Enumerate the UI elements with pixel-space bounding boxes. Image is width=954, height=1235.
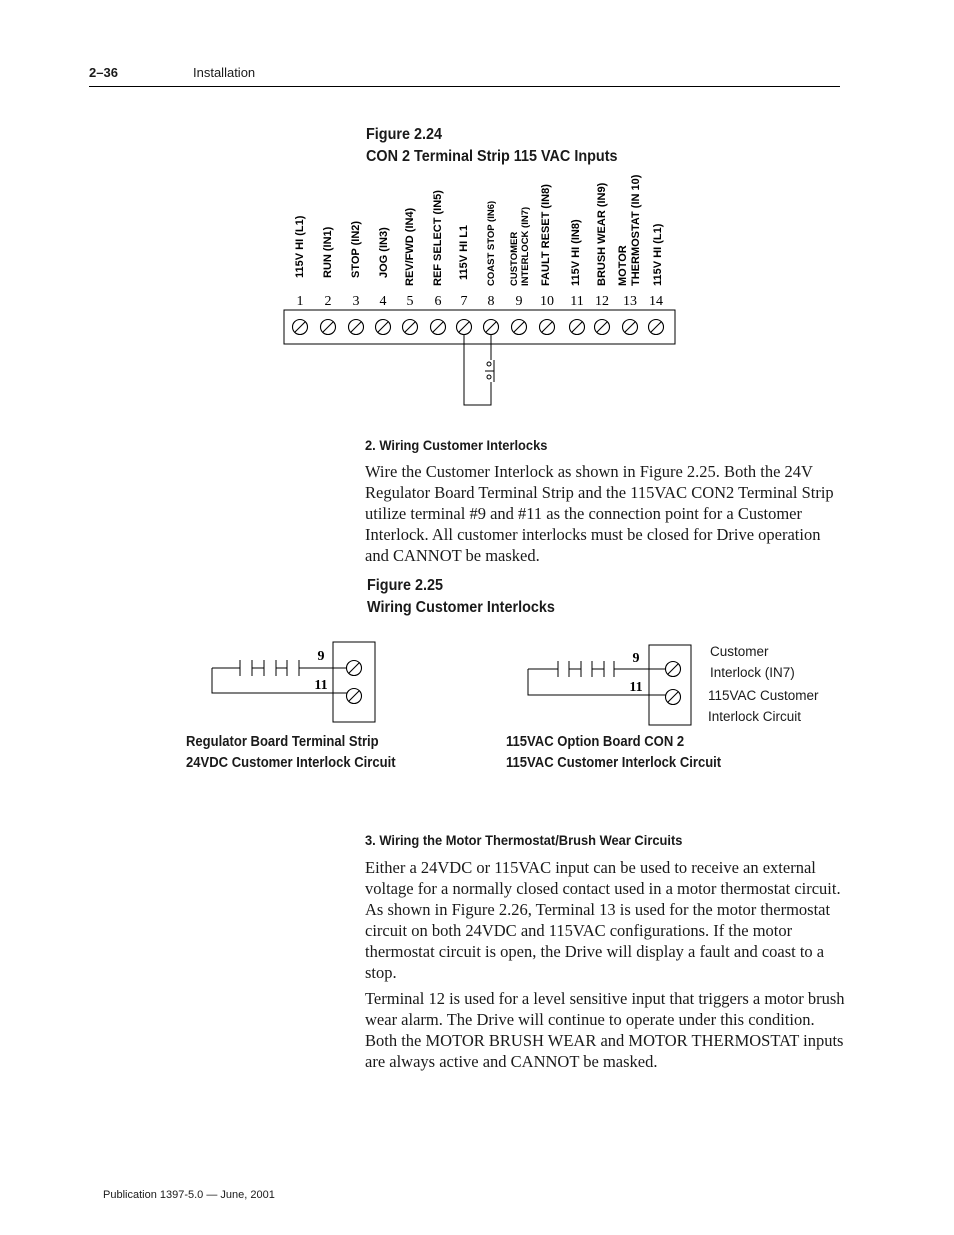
screw-terminal-1 [293, 320, 308, 335]
interlock-circuit-note-line1: 115VAC Customer [708, 688, 819, 703]
regulator-board-caption [186, 732, 396, 774]
terminal-13-label-line2: THERMOSTAT (IN 10) [630, 174, 642, 286]
figure-2-25-caption [367, 575, 555, 619]
terminal-9-label: 9 [632, 651, 640, 666]
section-3-paragraph-1: Either a 24VDC or 115VAC input can be used to receive an external voltage for a normally closed contact used in a motor thermostat circuit. As shown in Figure 2.26, Terminal 13 is used for the motor thermostat circuit on both 24VDC and 115VAC configurations. If the motor thermostat circuit is open, the Drive will display a fault and coast to a stop. [365, 858, 841, 982]
terminal-block [649, 645, 691, 725]
customer-interlock-note-line1: Customer [710, 644, 769, 659]
section-2-paragraph [365, 461, 845, 566]
terminal-numbers [297, 294, 664, 309]
terminal-5-label: REV/FWD (IN4) [404, 207, 416, 286]
terminal-11-label: 11 [629, 680, 643, 695]
terminal-block [333, 642, 375, 722]
screw-terminal-11 [347, 689, 362, 704]
terminal-12-number: 12 [595, 294, 609, 309]
screw-terminal-9 [666, 662, 681, 677]
section-3-heading: 3. Wiring the Motor Thermostat/Brush Wear Circuits [365, 832, 683, 848]
customer-interlock-note-line2: Interlock (IN7) [710, 665, 795, 680]
option-board-caption-line2: 115VAC Customer Interlock Circuit [506, 755, 722, 771]
terminal-1-label: 115V HI (L1) [294, 215, 306, 278]
terminal-7-number: 7 [460, 294, 468, 309]
terminal-4-label: JOG (IN3) [378, 227, 390, 278]
screw-terminal-9 [512, 320, 527, 335]
regulator-board-caption-line1: Regulator Board Terminal Strip [186, 734, 379, 750]
terminal-13-label-line1: MOTOR [617, 245, 629, 286]
section-2-paragraph-text: Wire the Customer Interlock as shown in Figure 2.25. Both the 24V Regulator Board Terminal Strip and the 115VAC CON2 Terminal Strip utilize terminal #9 and #11 as the connection point for a Customer Interlock. All customer interlocks must be closed for Drive operation and CANNOT be masked. [365, 462, 834, 565]
terminal-10-label: FAULT RESET (IN8) [540, 184, 552, 286]
con2-terminal-strip-diagram [270, 160, 690, 412]
terminal-9-label-line2: INTERLOCK (IN7) [520, 206, 531, 286]
figure-2-24-number: Figure 2.24 [366, 126, 443, 143]
figure-2-25-number: Figure 2.25 [367, 577, 444, 594]
figure-2-25-title: Wiring Customer Interlocks [367, 599, 555, 616]
publication-footer: Publication 1397-5.0 — June, 2001 [103, 1189, 275, 1201]
screw-terminal-14 [649, 320, 664, 335]
screw-terminal-11 [666, 690, 681, 705]
screw-terminal-9 [347, 661, 362, 676]
regulator-board-interlock-diagram [200, 636, 385, 726]
screw-terminal-2 [321, 320, 336, 335]
screw-terminal-11 [570, 320, 585, 335]
terminal-6-label: REF SELECT (IN5) [432, 190, 444, 286]
terminal-13-number: 13 [623, 294, 637, 309]
terminal-9-label-line1: CUSTOMER [509, 231, 520, 286]
section-3-body [365, 857, 845, 1072]
terminal-11-number: 11 [570, 294, 584, 309]
terminal-labels [294, 174, 664, 286]
screw-terminal-7 [457, 320, 472, 335]
screw-terminal-10 [540, 320, 555, 335]
terminal-8-number: 8 [487, 294, 495, 309]
terminal-9-number: 9 [515, 294, 523, 309]
regulator-board-caption-line2: 24VDC Customer Interlock Circuit [186, 755, 396, 771]
terminal-1-number: 1 [296, 294, 304, 309]
screw-terminal-13 [623, 320, 638, 335]
page-number: 2–36 [89, 65, 118, 80]
terminal-10-number: 10 [540, 294, 554, 309]
option-board-interlock-diagram [518, 636, 708, 731]
section-3-paragraph-2: Terminal 12 is used for a level sensitive input that triggers a motor brush wear alarm. The Drive will continue to operate under this condition. Both the MOTOR BRUSH WEAR and MOTOR THERMOSTAT inputs are always active and CANNOT be masked. [365, 989, 845, 1071]
header-divider [89, 86, 840, 87]
screw-terminal-6 [431, 320, 446, 335]
screw-terminal-4 [376, 320, 391, 335]
option-board-caption [506, 732, 721, 774]
terminal-14-label: 115V HI (L1) [652, 223, 664, 286]
terminal-14-number: 14 [649, 294, 663, 309]
terminal-4-number: 4 [379, 294, 387, 309]
terminal-11-label: 11 [314, 678, 328, 693]
interlock-circuit-note [708, 685, 819, 727]
terminal-3-label: STOP (IN2) [350, 220, 362, 278]
terminal-2-label: RUN (IN1) [322, 226, 334, 278]
terminal-11-label: 115V HI (IN8) [570, 219, 582, 286]
terminal-5-number: 5 [406, 294, 414, 309]
screw-terminal-5 [403, 320, 418, 335]
terminal-9-label: 9 [317, 649, 325, 664]
coast-stop-wiring [464, 334, 494, 405]
terminal-3-number: 3 [352, 294, 360, 309]
screw-terminal-3 [349, 320, 364, 335]
interlock-circuit-note-line2: Interlock Circuit [708, 709, 802, 724]
section-2-heading: 2. Wiring Customer Interlocks [365, 437, 548, 453]
terminal-12-label: BRUSH WEAR (IN9) [596, 182, 608, 286]
terminal-7-label: 115V HI L1 [458, 224, 470, 280]
figure-2-24-title: CON 2 Terminal Strip 115 VAC Inputs [366, 148, 618, 165]
option-board-caption-line1: 115VAC Option Board CON 2 [506, 734, 685, 750]
interlock-contacts [528, 661, 666, 695]
terminal-strip-body [284, 310, 675, 344]
screw-terminal-12 [595, 320, 610, 335]
terminal-2-number: 2 [324, 294, 332, 309]
terminal-8-label: COAST STOP (IN6) [486, 200, 497, 286]
terminal-6-number: 6 [434, 294, 442, 309]
customer-interlock-note [710, 641, 795, 683]
screw-terminal-8 [484, 320, 499, 335]
section-title: Installation [193, 65, 256, 80]
